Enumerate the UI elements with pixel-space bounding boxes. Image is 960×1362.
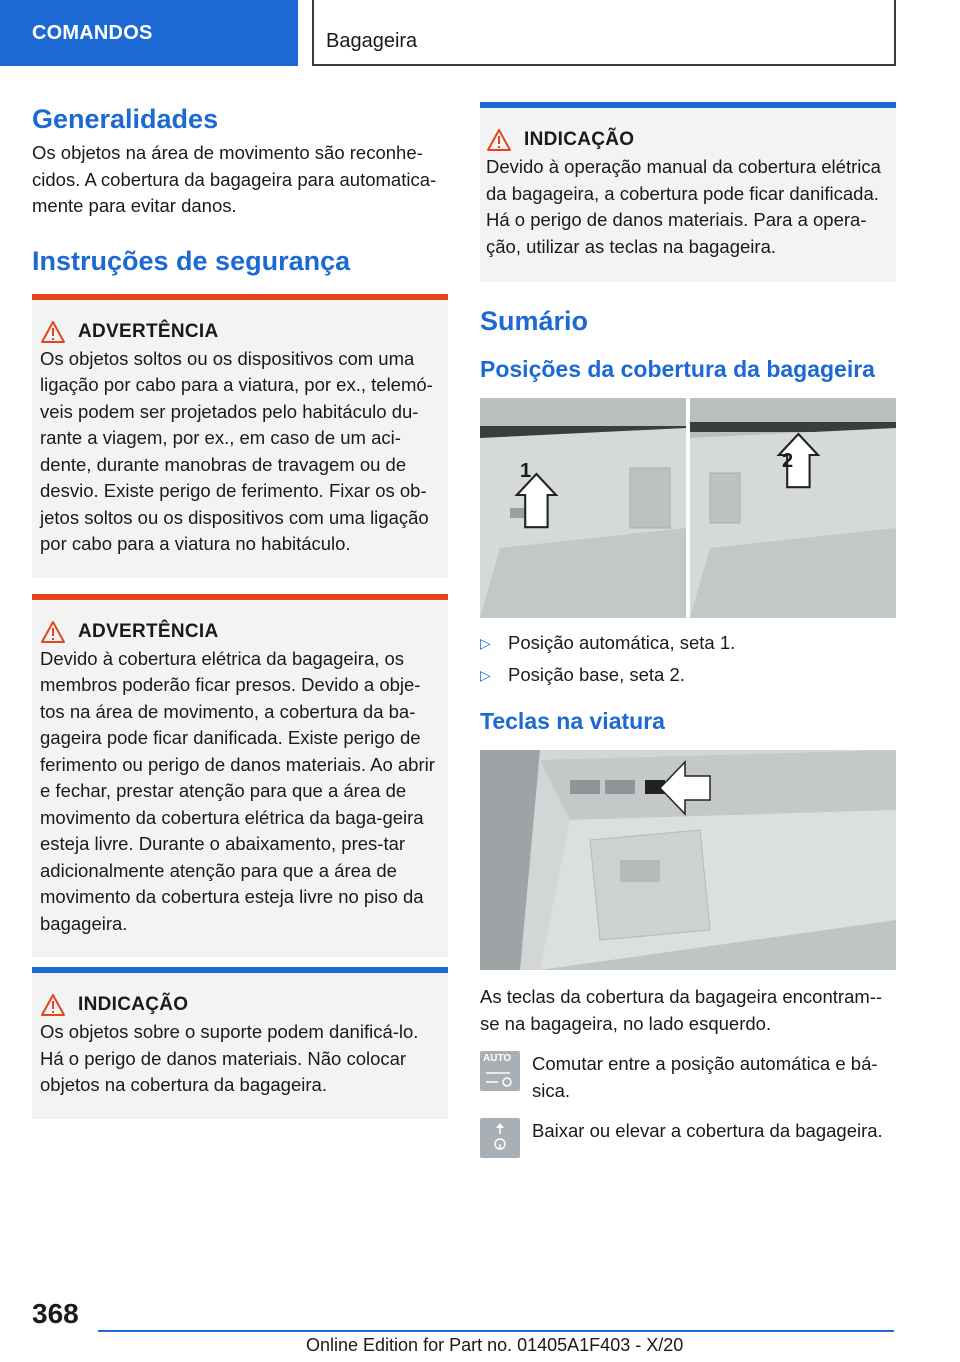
page-number: 368: [32, 1298, 79, 1329]
text-updown-key: Baixar ou elevar a cobertura da bagageira.: [532, 1120, 883, 1141]
trunk-photo-illustration: [480, 398, 686, 618]
left-column: [32, 102, 448, 1119]
notice-box-2: [480, 102, 896, 282]
photo-label-1: 1: [520, 460, 532, 482]
warning-title: ADVERTÊNCIA: [78, 620, 219, 642]
auto-key-label: AUTO: [483, 1053, 512, 1064]
up-down-key-icon: [480, 1118, 520, 1158]
heading-seguranca: Instruções de segurança: [32, 245, 351, 276]
text-auto-key: Comutar entre a posição automática e bá-sica.: [532, 1053, 878, 1101]
section-tab: COMANDOS: [0, 0, 298, 66]
key-auto-row: [480, 1051, 896, 1104]
warning-text: Os objetos soltos ou os dispositivos com uma ligação por cabo para a viatura, por ex., telemó-veis podem ser projetados pelo habitáculo du-rante a viagem, por ex., em caso de um aci-dente, durante manobras de travagem ou de desvio. Existe perigo de ferimento. Fixar os ob-jetos soltos ou os dispositivos com uma ligação por cabo para a viatura no habitáculo.: [40, 347, 433, 554]
footer-edition: Online Edition for Part no. 01405A1F403 - X/20: [306, 1335, 684, 1355]
heading-posicoes: Posições da cobertura da bagageira: [480, 356, 875, 382]
notice-triangle-icon: [486, 128, 512, 152]
trunk-photo-illustration: [690, 398, 896, 618]
chapter-title: Bagageira: [312, 0, 896, 66]
position-list: [480, 630, 896, 688]
position-photos: [480, 398, 896, 618]
heading-teclas: Teclas na viatura: [480, 708, 665, 734]
bullet-triangle-icon: ▷: [480, 667, 491, 683]
warning-text: Devido à cobertura elétrica da bagageira, os membros poderão ficar presos. Devido a obje-tos na área de movimento, a cobertura da ba-gageira pode ficar danificada. Existe perigo de ferimento ou perigo de danos materiais. Ao abrir e fechar, prestar atenção para que a área de movimento da cobertura elétrica da baga-geira esteja livre. Durante o abaixamento, pres-tar adicionalmente atenção para que a área de movimento da cobertura esteja livre no piso da bagageira.: [40, 647, 435, 934]
notice-triangle-icon: [40, 993, 66, 1017]
heading-sumario: Sumário: [480, 306, 589, 336]
list-item: ▷ Posição automática, seta 1.: [480, 630, 896, 656]
trunk-side-photo-illustration: [480, 750, 896, 970]
warning-box-1: [32, 294, 448, 578]
auto-key-icon: [480, 1051, 520, 1091]
text-teclas: As teclas da cobertura da bagageira encontram--se na bagageira, no lado esquerdo.: [480, 986, 883, 1034]
key-updown-row: [480, 1118, 896, 1158]
warning-triangle-icon: [40, 320, 66, 344]
notice-text: Devido à operação manual da cobertura elétrica da bagageira, a cobertura pode ficar danificada. Há o perigo de danos materiais. Para a opera-ção, utilizar as teclas na bagageira.: [486, 156, 881, 257]
warning-box-2: [32, 594, 448, 958]
photo-base-position: [690, 398, 896, 618]
notice-title: INDICAÇÃO: [524, 129, 635, 150]
photo-keys-location: [480, 750, 896, 970]
warning-title: ADVERTÊNCIA: [78, 320, 219, 342]
warning-triangle-icon: [40, 620, 66, 644]
photo-automatic-position: [480, 398, 686, 618]
photo-label-2: 2: [782, 450, 794, 472]
notice-title: INDICAÇÃO: [78, 994, 189, 1015]
bullet-triangle-icon: ▷: [480, 635, 491, 651]
heading-generalidades: Generalidades: [32, 104, 219, 134]
notice-box-1: [32, 967, 448, 1119]
notice-text: Os objetos sobre o suporte podem danificá-lo. Há o perigo de danos materiais. Não colocar objetos na cobertura da bagageira.: [40, 1021, 419, 1095]
list-item: ▷ Posição base, seta 2.: [480, 662, 896, 688]
text-generalidades: Os objetos na área de movimento são reconhe-cidos. A cobertura da bagageira para automatica-mente para evitar danos.: [32, 142, 437, 216]
right-column: [480, 102, 896, 1158]
